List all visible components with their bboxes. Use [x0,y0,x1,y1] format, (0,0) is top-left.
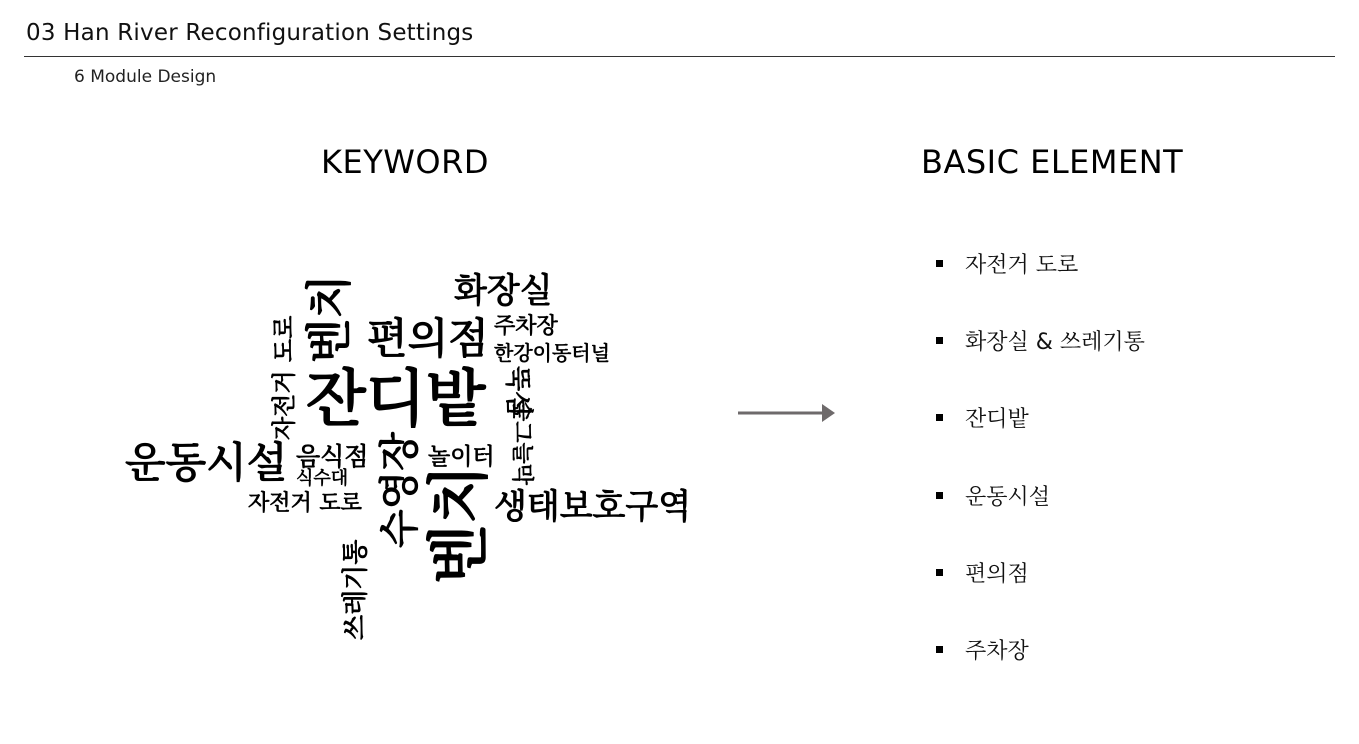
bullet-icon [936,260,943,267]
list-item [934,634,1029,665]
word-pyeonuijeom: 편의점 [367,314,489,363]
right-arrow-icon [738,402,838,424]
page-title: 03 Han River Reconfiguration Settings [26,20,474,46]
word-jajeongeo-doro: 자전거 도로 [248,491,362,516]
word-hangang-tunnel: 한강이동터널 [494,341,610,365]
list-item-label: 자전거 도로 [965,253,1079,278]
bullet-icon [936,414,943,421]
word-jajeongeo-doro-vertical: 자전거 도로 [270,315,298,440]
list-item [934,557,1029,588]
word-hwajangsil: 화장실 [454,271,553,311]
list-item-label: 잔디밭 [965,407,1029,432]
word-jucha-jang: 주차장 [494,314,558,339]
list-item [934,325,1145,356]
word-sseuregitong-vertical: 쓰레기통 [341,539,371,640]
word-nori-teo: 놀이터 [428,444,495,470]
list-item-label: 화장실 & 쓰레기통 [965,330,1145,355]
word-undong-siseol: 운동시설 [125,438,288,487]
bullet-icon [936,492,943,499]
list-item [934,480,1050,511]
bullet-icon [936,646,943,653]
list-item [934,248,1078,279]
word-saengtae: 생태보호구역 [494,487,692,527]
word-eumsikjeom: 음식점 [296,442,369,471]
basic-element-title: BASIC ELEMENT [921,143,1184,181]
word-ttuksum-vertical: 뚝섬 [502,366,532,417]
keyword-title: KEYWORD [321,143,489,181]
word-bench-big-vertical: 벤치 [422,464,495,584]
word-sugeun-vertical: 숲그늘막 [509,400,534,486]
word-jandibat: 잔디밭 [306,362,486,435]
list-item-label: 편의점 [965,562,1029,587]
list-item-label: 운동시설 [965,485,1051,510]
bullet-icon [936,569,943,576]
page-subtitle: 6 Module Design [74,67,217,87]
word-bench-vertical: 벤치 [302,274,356,363]
word-sikdae: 식수대 [296,468,349,489]
list-item [934,402,1029,433]
bullet-icon [936,337,943,344]
list-item-label: 주차장 [965,639,1029,664]
word-suyeong-vertical: 수영장 [377,432,423,548]
